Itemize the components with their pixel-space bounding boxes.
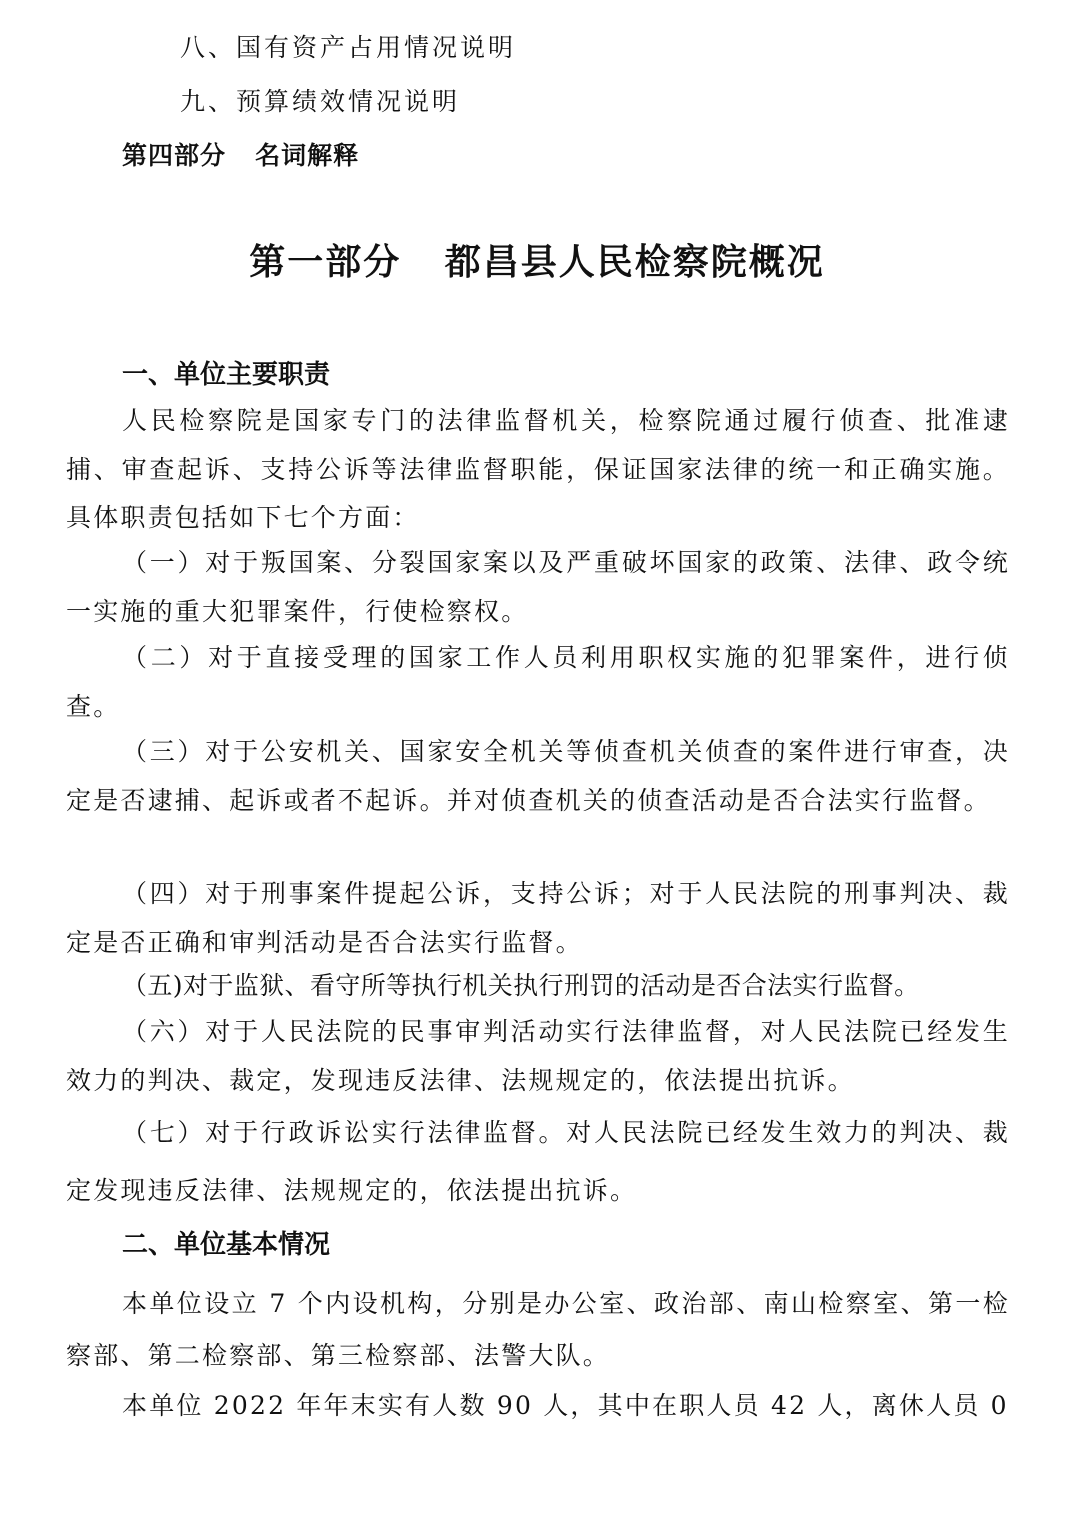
section-1-intro: 人民检察院是国家专门的法律监督机关，检察院通过履行侦查、批准逮捕、审查起诉、支持公诉等法律监督职能，保证国家法律的统一和正确实施。具体职责包括如下七个方面：	[66, 406, 1010, 532]
duty-4: （四）对于刑事案件提起公诉，支持公诉；对于人民法院的刑事判决、裁定是否正确和审判活动是否合法实行监督。	[66, 879, 1010, 957]
part-1-title: 第一部分 都昌县人民检察院概况	[249, 242, 825, 283]
toc-item-9: 九、预算绩效情况说明	[180, 87, 461, 116]
section-2-paragraph-1: 本单位设立 7 个内设机构，分别是办公室、政治部、南山检察室、第一检察部、第二检察部、第三检察部、法警大队。	[66, 1289, 1010, 1370]
toc-part-4: 第四部分 名词解释	[122, 141, 360, 170]
duty-5: （五)对于监狱、看守所等执行机关执行刑罚的活动是否合法实行监督。	[122, 971, 920, 1000]
duty-6: （六）对于人民法院的民事审判活动实行法律监督，对人民法院已经发生效力的判决、裁定，发现违反法律、法规规定的，依法提出抗诉。	[66, 1017, 1010, 1095]
toc-item-8: 八、国有资产占用情况说明	[180, 33, 517, 62]
duty-7: （七）对于行政诉讼实行法律监督。对人民法院已经发生效力的判决、裁定发现违反法律、法规规定的，依法提出抗诉。	[66, 1118, 1010, 1205]
section-2-heading: 二、单位基本情况	[122, 1230, 331, 1260]
section-2-paragraph-2: 本单位 2022 年年末实有人数 90 人，其中在职人员 42 人，离休人员 0	[122, 1391, 1009, 1420]
duty-3: （三）对于公安机关、国家安全机关等侦查机关侦查的案件进行审查，决定是否逮捕、起诉或者不起诉。并对侦查机关的侦查活动是否合法实行监督。	[66, 737, 1010, 815]
duty-1: （一）对于叛国案、分裂国家案以及严重破坏国家的政策、法律、政令统一实施的重大犯罪案件，行使检察权。	[66, 548, 1010, 626]
duty-2: （二）对于直接受理的国家工作人员利用职权实施的犯罪案件，进行侦查。	[66, 643, 1010, 721]
section-1-heading: 一、单位主要职责	[122, 360, 331, 390]
